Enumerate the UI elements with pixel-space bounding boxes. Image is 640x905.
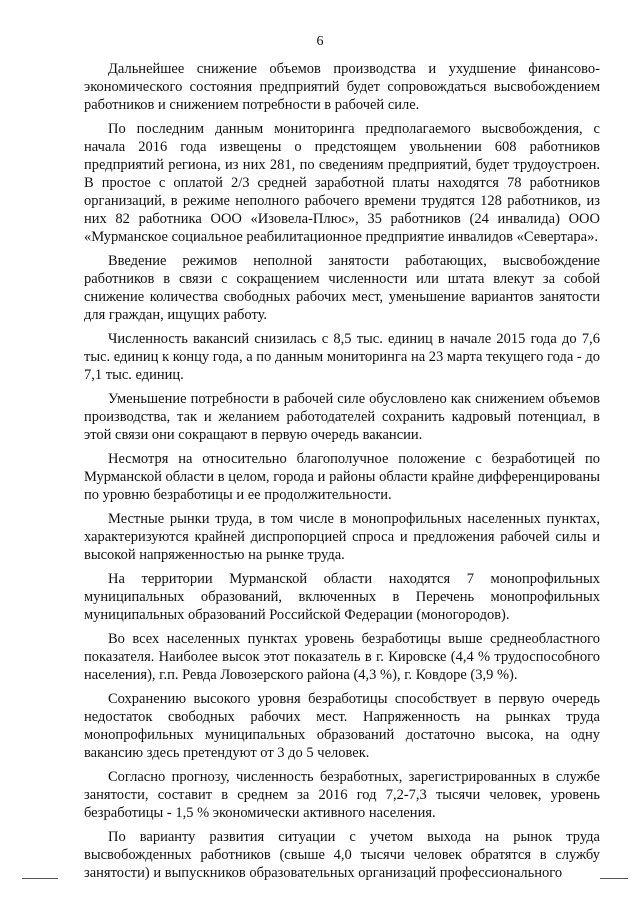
paragraph: Местные рынки труда, в том числе в монопрофильных населенных пунктах, характеризуются крайней диспропорцией спроса и предложения рабочей силы и высокой напряженностью на рынке труда.	[84, 511, 600, 563]
footer-rule-right	[600, 878, 628, 879]
document-body	[84, 60, 600, 888]
paragraph: Сохранению высокого уровня безработицы способствует в первую очередь недостаток свободных рабочих мест. Напряженность на рынках труда монопрофильных муниципальных образований достаточно высока, на одну вакансию здесь претендуют от 3 до 5 человек.	[84, 691, 600, 761]
paragraph: Несмотря на относительно благополучное положение с безработицей по Мурманской области в целом, города и районы области крайне дифференцированы по уровню безработицы и ее продолжительности.	[84, 451, 600, 503]
paragraph: На территории Мурманской области находятся 7 монопрофильных муниципальных образований, включенных в Перечень монопрофильных муниципальных образований Российской Федерации (моногородов).	[84, 571, 600, 623]
paragraph: По последним данным мониторинга предполагаемого высвобождения, с начала 2016 года извещены о предстоящем увольнении 608 работников предприятий региона, из них 281, по сведениям предприятий, будет трудоустроен. В простое с оплатой 2/3 средней заработной платы находятся 78 работников организаций, в режиме неполного рабочего времени трудятся 128 работников, из них 82 работника ООО «Изовела-Плюс», 35 работников (24 инвалида) ООО «Мурманское социальное реабилитационное предприятие инвалидов «Севертара».	[84, 121, 600, 245]
paragraph: Дальнейшее снижение объемов производства и ухудшение финансово-экономического состояния предприятий будет сопровождаться высвобождением работников и снижением потребности в рабочей силе.	[84, 61, 600, 113]
paragraph: Во всех населенных пунктах уровень безработицы выше среднеобластного показателя. Наиболее высок этот показатель в г. Кировске (4,4 % трудоспособного населения), г.п. Ревда Ловозерского района (4,3 %), г. Ковдоре (3,9 %).	[84, 631, 600, 683]
paragraph: Согласно прогнозу, численность безработных, зарегистрированных в службе занятости, составит в среднем за 2016 год 7,2-7,3 тысячи человек, уровень безработицы - 1,5 % экономически активного населения.	[84, 769, 600, 821]
footer-rule-left	[22, 878, 58, 879]
paragraph: Численность вакансий снизилась с 8,5 тыс. единиц в начале 2015 года до 7,6 тыс. единиц к концу года, а по данным мониторинга на 23 марта текущего года - до 7,1 тыс. единиц.	[84, 331, 600, 383]
paragraph: По варианту развития ситуации с учетом выхода на рынок труда высвобожденных работников (свыше 4,0 тысячи человек обратятся в службу занятости) и выпускников образовательных организаций профессионального	[84, 829, 600, 881]
paragraph: Введение режимов неполной занятости работающих, высвобождение работников в связи с сокращением численности или штата влекут за собой снижение количества свободных рабочих мест, уменьшение вариантов занятости для граждан, ищущих работу.	[84, 253, 600, 323]
paragraph: Уменьшение потребности в рабочей силе обусловлено как снижением объемов производства, так и желанием работодателей сохранить кадровый потенциал, в этой связи они сокращают в первую очередь вакансии.	[84, 391, 600, 443]
page-number: 6	[316, 34, 324, 49]
